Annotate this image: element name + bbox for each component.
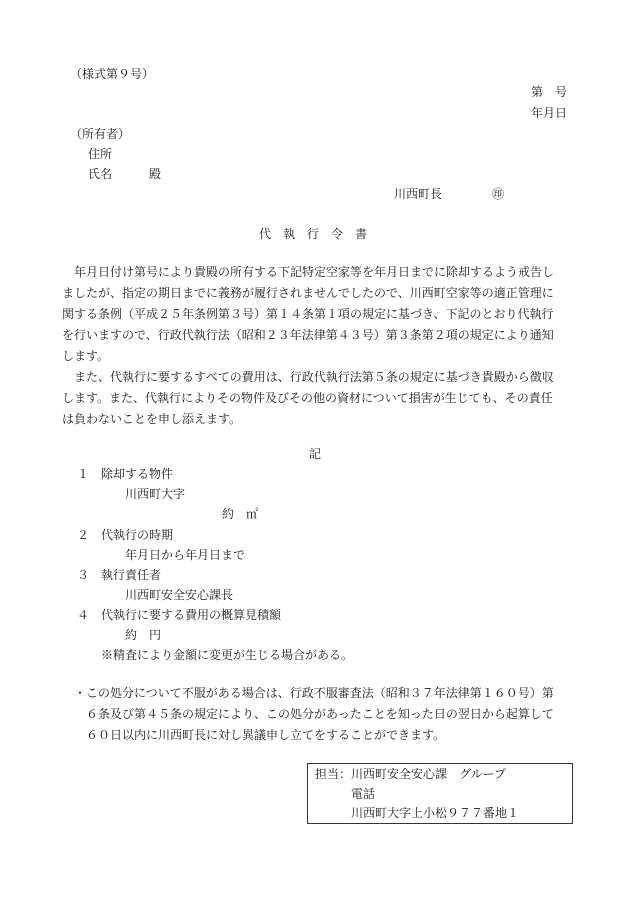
document-date: 年月日 <box>531 106 568 120</box>
item-3-number: ３ <box>77 568 90 582</box>
name-label: 氏名 <box>88 167 113 181</box>
contact-box <box>307 763 573 824</box>
item-2-label: 代執行の時期 <box>101 528 174 542</box>
body-line: また、代執行に要するすべての費用は、行政代執行法第５条の規定に基づき貴殿から徴収 <box>62 370 554 384</box>
contact-department: 担当：川西町安全安心課 グループ <box>315 767 507 781</box>
item-4-label: 代執行に要する費用の概算見積額 <box>101 608 282 622</box>
item-1-detail: 川西町大字 <box>125 487 186 501</box>
owner-label: （所有者） <box>70 127 131 141</box>
appeal-line-3: ６０日以内に川西町長に対し異議申し立てをすることができます。 <box>86 728 446 742</box>
item-3-detail: 川西町安全安心課長 <box>125 588 234 602</box>
issuer-name: 川西町長 <box>394 187 443 201</box>
body-line: 関する条例（平成２５年条例第３号）第１４条第１項の規定に基づき、下記のとおり代執行 <box>62 307 554 321</box>
contact-phone: 電話 <box>351 787 376 801</box>
item-4-note: ※精査により金額に変更が生じる場合がある。 <box>101 648 354 662</box>
address-label: 住所 <box>88 147 113 161</box>
appeal-line-2: ６条及び第４５条の規定により、この処分があったことを知った日の翌日から起算して <box>86 707 554 721</box>
item-4-number: ４ <box>77 608 90 622</box>
ki-heading: 記 <box>309 447 322 461</box>
appeal-line-1: ・この処分について不服がある場合は、行政不服審査法（昭和３７年法律第１６０号）第 <box>74 686 554 700</box>
seal-mark: ㊞ <box>492 187 505 201</box>
honorific: 殿 <box>149 167 162 181</box>
body-line: 年月日付け第号により貴殿の所有する下記特定空家等を年月日までに除却するよう戒告し <box>62 265 555 279</box>
item-2-number: ２ <box>77 528 90 542</box>
body-paragraph-1 <box>62 262 570 367</box>
document-number: 第 号 <box>531 85 568 99</box>
item-1-number: １ <box>77 467 90 481</box>
document-title: 代 執 行 令 書 <box>259 227 368 241</box>
item-4-detail: 約 円 <box>125 628 162 642</box>
item-2-detail: 年月日から年月日まで <box>125 548 246 562</box>
body-line: します。 <box>62 349 110 363</box>
body-paragraph-2 <box>62 367 570 430</box>
form-number: （様式第９号） <box>70 67 155 81</box>
item-1-label: 除却する物件 <box>101 467 174 481</box>
item-1-area: 約 ㎡ <box>222 507 259 521</box>
body-line: します。また、代執行によりその物件及びその他の資材について損害が生じても、その責任 <box>62 391 553 405</box>
contact-address: 川西町大字上小松９７７番地１ <box>351 806 520 820</box>
item-3-label: 執行責任者 <box>101 568 162 582</box>
body-line: は負わないことを申し添えます。 <box>62 412 242 426</box>
body-line: を行いますので、行政代執行法（昭和２３年法律第４３号）第３条第２項の規定により通知 <box>62 328 554 342</box>
body-line: ましたが、指定の期日までに義務が履行されませんでしたので、川西町空家等の適正管理に <box>62 286 554 300</box>
